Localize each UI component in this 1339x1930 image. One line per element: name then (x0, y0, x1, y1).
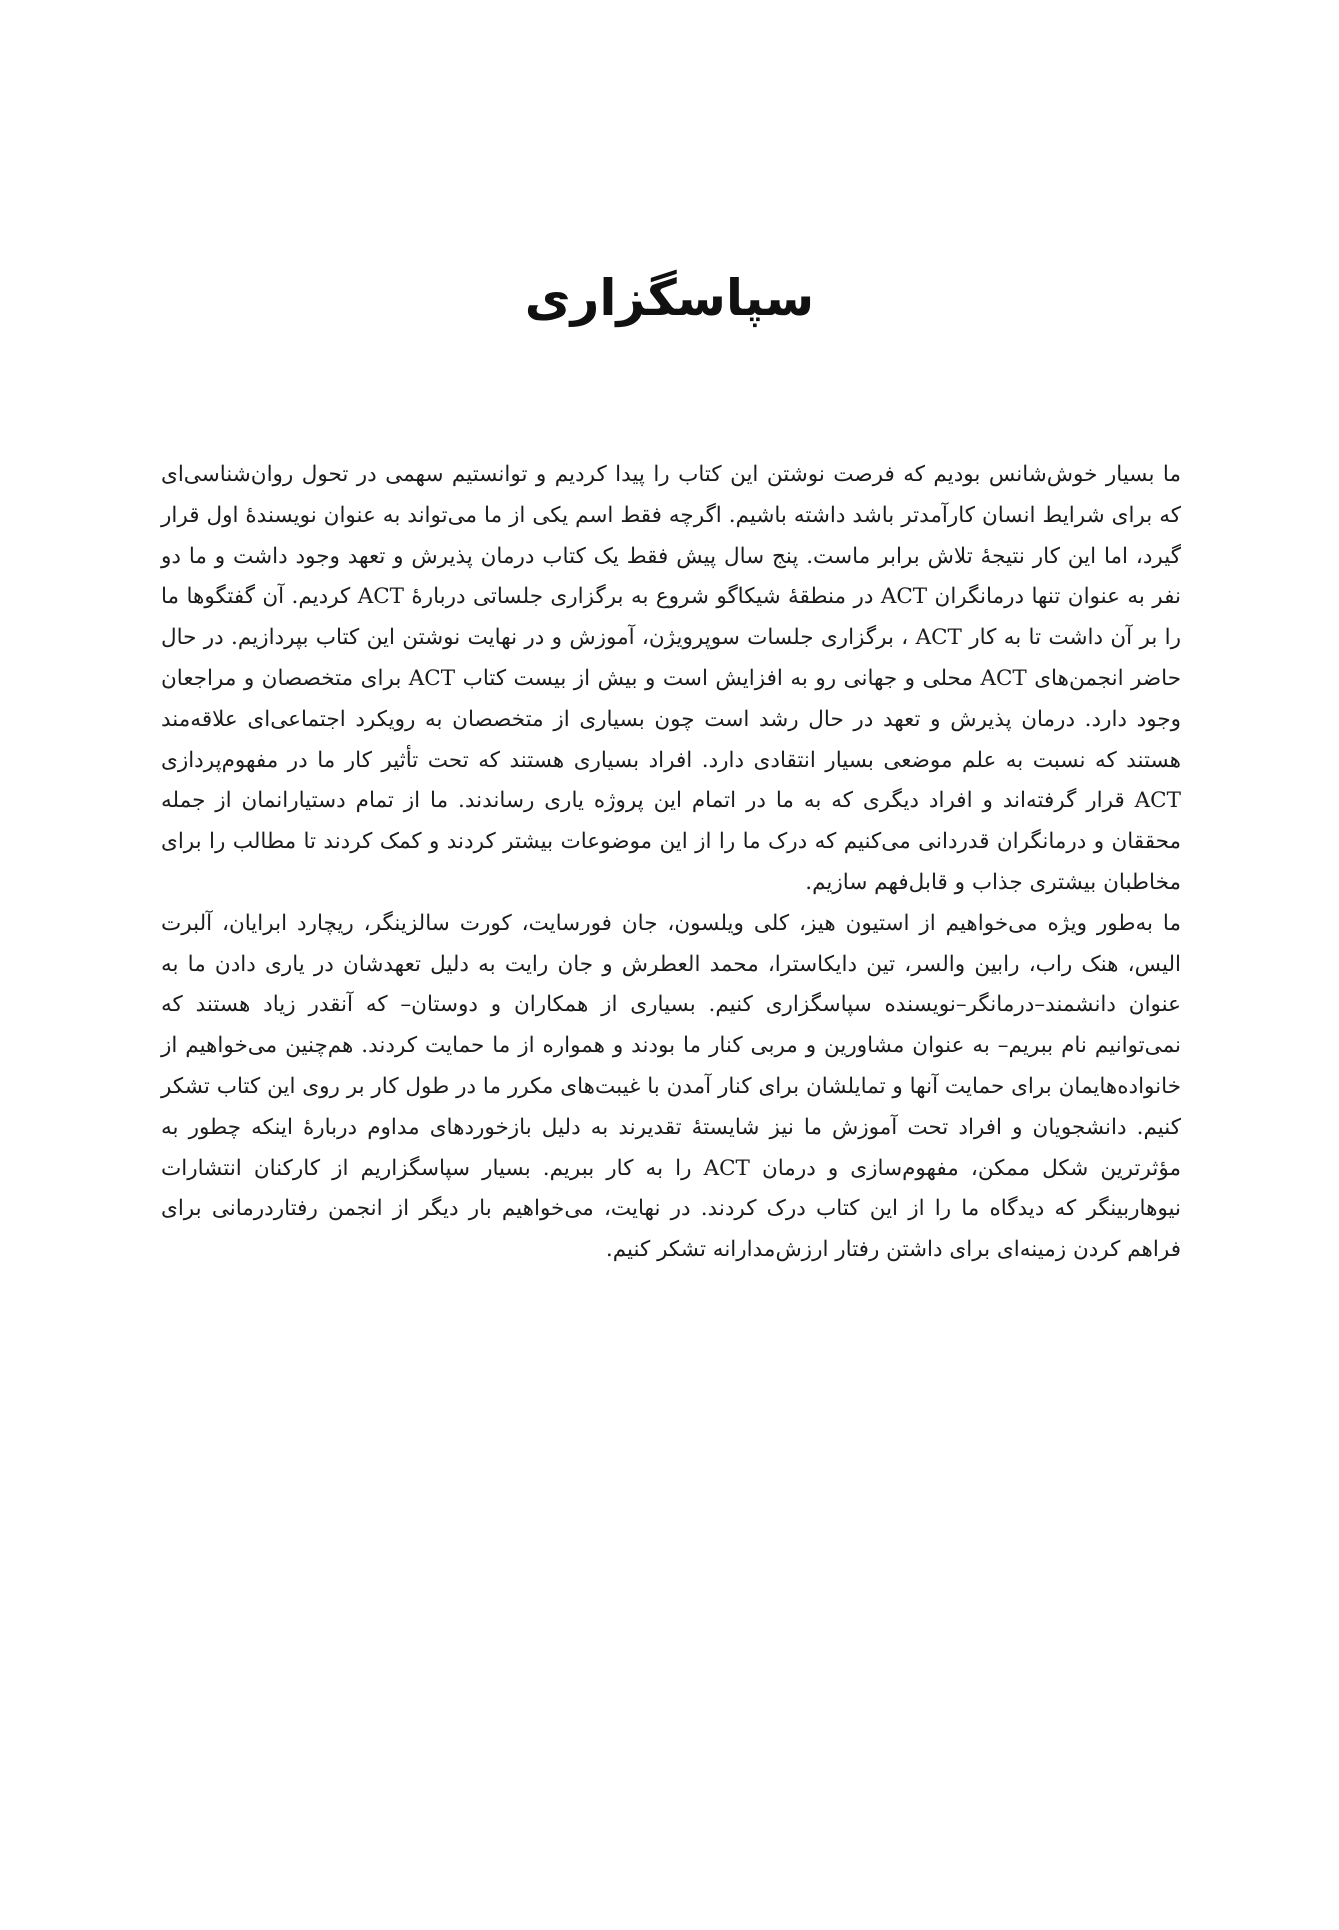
page-title: سپاسگزاری (524, 269, 815, 327)
body-text (161, 455, 1181, 1271)
paragraph-2: ما به‌طور ویژه می‌خواهیم از استیون هیز، کلی ویلسون، جان فورسایت، کورت سالزینگر، ریچارد ابرایان، آلبرت الیس، هنک راب، رابین والسر، تین دایکاسترا، محمد العطرش و جان رایت به دلیل تعهدشان در یاری دادن ما به عنوان دانشمند–درمانگر–نویسنده سپاسگزاری کنیم. بسیاری از همکاران و دوستان– که آنقدر زیاد هستند که نمی‌توانیم نام ببریم– به عنوان مشاورین و مربی کنار ما بودند و همواره از ما حمایت کردند. هم‌چنین می‌خواهیم از خانواده‌هایمان برای حمایت آنها و تمایلشان برای کنار آمدن با غیبت‌های مکرر ما در طول کار بر روی این کتاب تشکر کنیم. دانشجویان و افراد تحت آموزش ما نیز شایستهٔ تقدیرند به دلیل بازخوردهای مداوم دربارهٔ اینکه چطور به مؤثرترین شکل ممکن، مفهوم‌سازی و درمان ACT را به کار ببریم. بسیار سپاسگزاریم از کارکنان انتشارات نیوهاربینگر که دیدگاه ما را از این کتاب درک کردند. در نهایت، می‌خواهیم بار دیگر از انجمن رفتاردرمانی برای فراهم کردن زمینه‌ای برای داشتن رفتار ارزش‌مدارانه تشکر کنیم. (161, 910, 1181, 1263)
paragraph-1: ما بسیار خوش‌شانس بودیم که فرصت نوشتن این کتاب را پیدا کردیم و توانستیم سهمی در تحول روان‌شناسی‌ای که برای شرایط انسان کارآمدتر باشد داشته باشیم. اگرچه فقط اسم یکی از ما می‌تواند به عنوان نویسندهٔ اول قرار گیرد، اما این کار نتیجهٔ تلاش برابر ماست. پنج سال پیش فقط یک کتاب درمان پذیرش و تعهد وجود داشت و ما دو نفر به عنوان تنها درمانگران ACT در منطقهٔ شیکاگو شروع به برگزاری جلساتی دربارهٔ ACT کردیم. آن گفتگوها ما را بر آن داشت تا به کار ACT ، برگزاری جلسات سوپرویژن، آموزش و در نهایت نوشتن این کتاب بپردازیم. در حال حاضر انجمن‌های ACT محلی و جهانی رو به افزایش است و بیش از بیست کتاب ACT برای متخصصان و مراجعان وجود دارد. درمان پذیرش و تعهد در حال رشد است چون بسیاری از متخصصان به رویکرد اجتماعی‌ای علاقه‌مند هستند که نسبت به علم موضعی بسیار انتقادی دارد. افراد بسیاری هستند که تحت تأثیر کار ما در مفهوم‌پردازی ACT قرار گرفته‌اند و افراد دیگری که به ما در اتمام این پروژه یاری رساندند. ما از تمام دستیارانمان از جمله محققان و درمانگران قدردانی می‌کنیم که درک ما را از این موضوعات بیشتر کردند و کمک کردند تا مطالب را برای مخاطبان بیشتری جذاب و قابل‌فهم سازیم. (161, 462, 1182, 895)
